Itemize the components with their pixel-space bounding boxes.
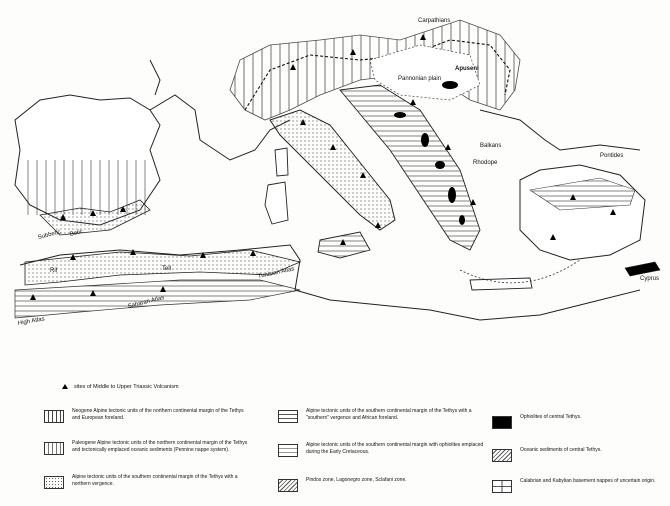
label-saharan-atlas: Saharan Atlas [127, 295, 165, 310]
label-betic: Betic [69, 228, 84, 238]
legend-item-text: Ophiolites of central Tethys. [520, 414, 582, 420]
label-high-atlas: High Atlas [17, 316, 46, 327]
sardinia [265, 182, 288, 224]
label-tell: Tell [162, 266, 172, 272]
label-carpathians: Carpathians [418, 18, 451, 24]
crete [470, 278, 532, 290]
legend-item-text: Alpine tectonic units of the southern continental margin with ophiolites emplaced during the Early Cretaceous. [306, 442, 484, 455]
diagonal-swatch [278, 479, 298, 492]
label-cyprus: Cyprus [640, 276, 660, 282]
balkan-coast [480, 110, 640, 150]
horizontal-lines-swatch [278, 410, 298, 423]
dots-swatch [44, 476, 64, 489]
legend-item-text: Calabrian and Kabylian basement nappes of uncertain origin. [520, 478, 656, 484]
vertical-lines-swatch [44, 410, 64, 423]
legend-item-text: Neogene Alpine tectonic units of the northern continental margin of the Tethys and European foreland. [72, 408, 244, 421]
horizontal-dashed-swatch [278, 444, 298, 457]
label-balkans: Balkans [480, 143, 502, 149]
label-rhodope: Rhodope [473, 160, 498, 166]
anatolia-coast [520, 165, 645, 260]
legend-item-text: Paleogene Alpine tectonic units of the northern continental margin of the Tethys and tectonically emplaced oceanic sediments (Pennine nappe system). [72, 440, 248, 453]
label-pannonian: Pannonian plain [398, 76, 442, 82]
triangle-icon [62, 384, 68, 389]
label-rif: Rif [50, 268, 58, 274]
vertical-dashed-swatch [44, 442, 64, 455]
cross-swatch [492, 480, 512, 493]
legend-volcanism-text: sites of Middle to Upper Triassic Volcanism [74, 384, 179, 390]
label-apuseni: Apuseni [455, 66, 479, 72]
brittany-coast [150, 60, 160, 95]
corsica [275, 148, 288, 176]
diagonal-dense-swatch [492, 449, 512, 462]
legend-item-text: Alpine tectonic units of the southern continental margin of the Tethys with a northern vergence. [72, 474, 238, 487]
legend-volcanism [62, 384, 179, 390]
label-subbetic: Subbetic [37, 229, 62, 241]
legend-item-text: Alpine tectonic units of the southern continental margin of the Tethys with a "southern" vergence and African foreland. [306, 408, 472, 421]
cyprus-island [625, 262, 660, 276]
legend-item-text: Oceanic sediments of central Tethys. [520, 447, 602, 453]
legend-item-text: Pindos zone, Lagonegro zone, Sclafani zone. [306, 477, 407, 483]
label-pontides: Pontides [600, 153, 624, 159]
black-swatch [492, 416, 512, 429]
label-tunisian-atlas: Tunisian Atlas [257, 266, 295, 280]
